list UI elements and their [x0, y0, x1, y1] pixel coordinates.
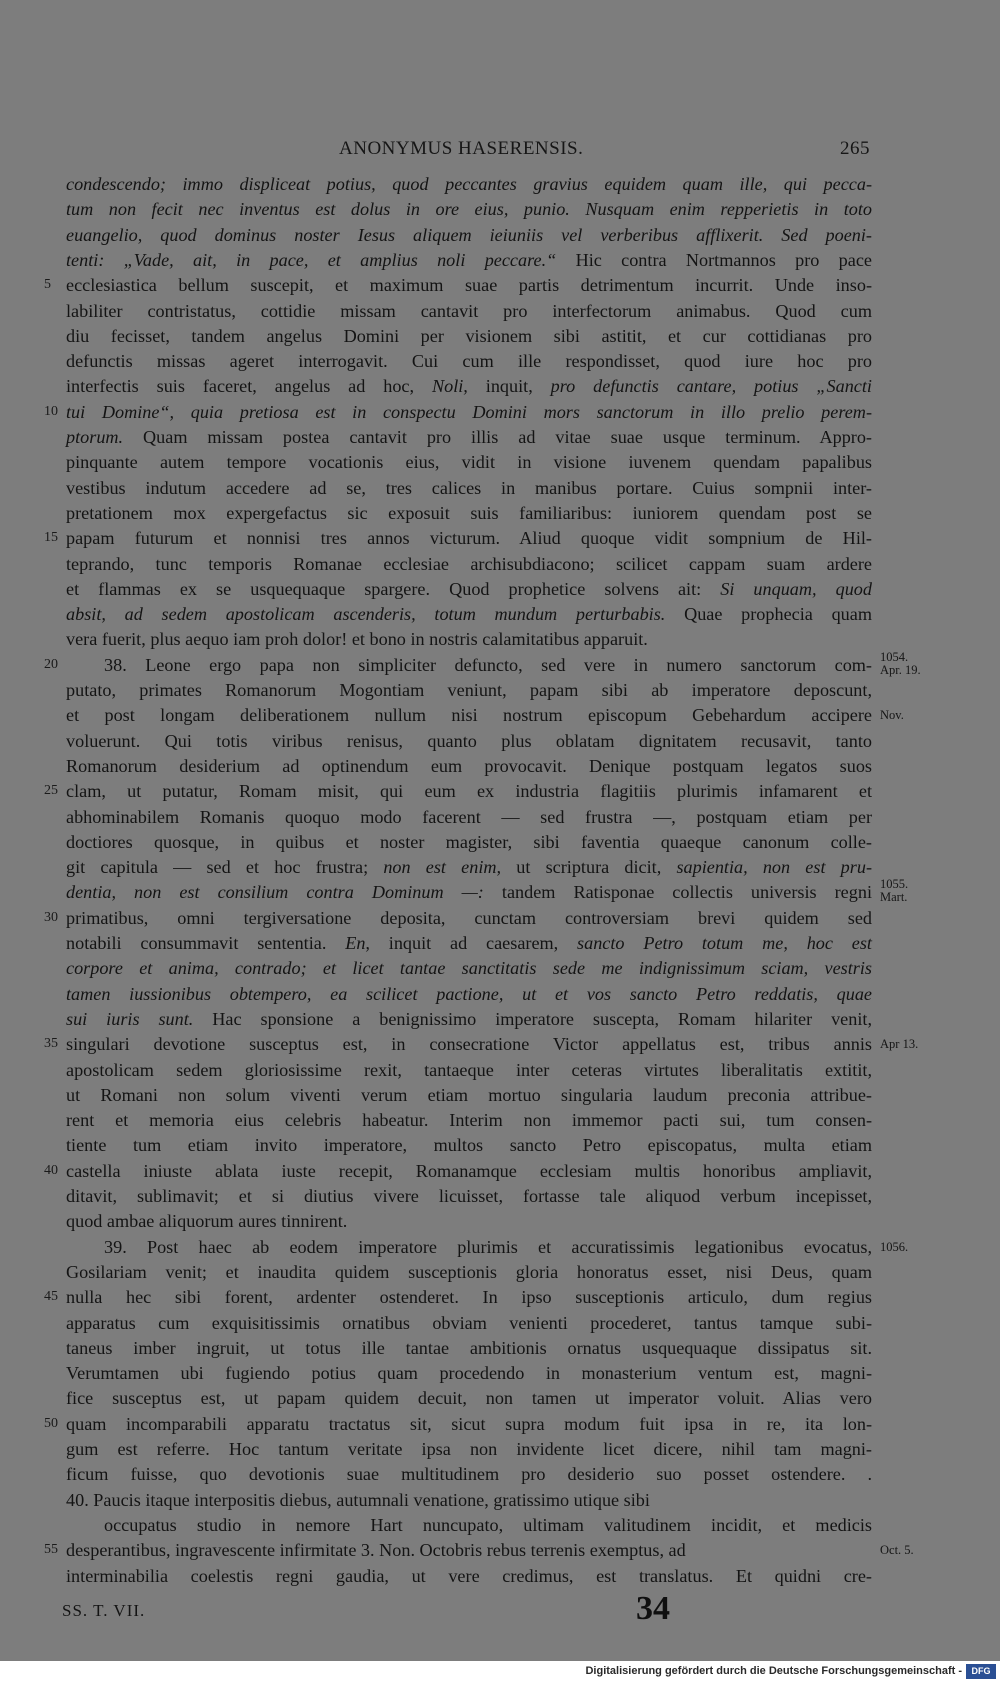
text-line: diu fecisset, tandem angelus Domini per visionem sibi astitit, et cur cottidianas pro	[66, 325, 872, 346]
text-line: primatibus, omni tergiversatione deposita, cunctam controversiam brevi quidem sed	[66, 907, 872, 928]
page-number: 265	[840, 138, 870, 159]
text-line: Verumtamen ubi fugiendo potius quam procedendo in monasterium ventum est, magni-	[66, 1363, 872, 1384]
digitization-footer	[0, 1661, 1000, 1683]
margin-date-note: Nov.	[880, 708, 904, 723]
text-line: apparatus cum exquisitissimis ornatibus obviam venienti procederet, tantus tamque subi-	[66, 1312, 872, 1333]
text-line: tiente tum etiam invito imperatore, multos sancto Petro episcopatus, multa etiam	[66, 1135, 872, 1156]
text-line: castella iniuste ablata iuste recepit, Romanamque ecclesiam multis honoribus ampliavit,	[66, 1160, 872, 1181]
text-line: papam futurum et nonnisi tres annos victurum. Aliud quoque vidit sompnium de Hil-	[66, 528, 872, 549]
text-line: nulla hec sibi forent, ardenter ostenderet. In ipso susceptionis articulo, dum regius	[66, 1287, 872, 1308]
text-line: tamen iussionibus obtempero, ea scilicet pactione, ut et vos sancto Petro reddatis, quae	[66, 983, 872, 1004]
text-line: doctiores quosque, in quibus et noster magister, sibi faventia quaeque canonum colle-	[66, 831, 872, 852]
line-number: 10	[44, 403, 58, 419]
margin-date-note: 1056.	[880, 1239, 909, 1254]
text-line: vestibus indutum accedere ad se, tres calices in manibus portare. Cuius sompnii inter-	[66, 477, 872, 498]
line-number: 45	[44, 1289, 58, 1305]
text-line: apostolicam sedem gloriosissime rexit, tantaeque inter ceteras virtutes liberalitatis extitit,	[66, 1059, 872, 1080]
text-line: abhominabilem Romanis quoquo modo facerent — sed frustra —, postquam etiam per	[66, 806, 872, 827]
text-line: corpore et anima, contrado; et licet tantae sanctitatis sede me indignissimum sciam, vestris	[66, 958, 872, 979]
text-line: teprando, tunc temporis Romanae ecclesiae archisubdiacono; scilicet cappam suam ardere	[66, 553, 872, 574]
text-line: euangelio, quod dominus noster Iesus aliquem ieiuniis vel verberibus afflixerit. Sed poeni-	[66, 224, 872, 245]
digitization-credit: Digitalisierung gefördert durch die Deutsche Forschungsgemeinschaft -	[585, 1665, 962, 1677]
text-line: quam incomparabili apparatu tractatus sit, sicut supra modum fuit ipsa in re, ita lon-	[66, 1413, 872, 1434]
text-line: ptorum. Quam missam postea cantavit pro illis ad vitae suae usque terminum. Appro-	[66, 427, 872, 447]
text-line: tui Domine“, quia pretiosa est in conspectu Domini mors sanctorum in illo prelio perem-	[66, 401, 872, 422]
sheet-number: 34	[636, 1590, 670, 1627]
text-line: Gosilariam venit; et inaudita quidem susceptionis gloria honoratus esset, nisi Deus, quam	[66, 1261, 872, 1282]
text-line: putato, primates Romanorum Mogontiam veniunt, papam sibi ab imperatore deposcunt,	[66, 680, 872, 700]
line-number: 35	[44, 1036, 58, 1052]
text-line: sui iuris sunt. Hac sponsione a benignissimo imperatore suscepta, Romam hilariter venit,	[66, 1008, 872, 1029]
text-line: 40. Paucis itaque interpositis diebus, autumnali venatione, gratissimo utique sibi	[66, 1489, 650, 1510]
text-line: voluerunt. Qui totis viribus renisus, quanto plus oblatam dignitatem recusavit, tanto	[66, 730, 872, 751]
text-line: singulari devotione susceptus est, in consecratione Victor appellatus est, tribus annis	[66, 1034, 872, 1055]
text-line: interminabilia coelestis regni gaudia, ut vere credimus, est translatus. Et quidni cre-	[66, 1565, 872, 1586]
text-line: et post longam deliberationem nullum nisi nostrum episcopum Gebehardum accipere	[66, 705, 872, 726]
text-line: 39. Post haec ab eodem imperatore plurimis et accuratissimis legationibus evocatus,	[104, 1236, 872, 1257]
line-number: 20	[44, 656, 58, 672]
dfg-logo: DFG	[966, 1664, 996, 1679]
margin-date-note: 1055. Mart.	[880, 877, 909, 905]
line-number: 25	[44, 783, 58, 799]
line-number: 40	[44, 1162, 58, 1178]
text-line: git capitula — sed et hoc frustra; non est enim, ut scriptura dicit, sapientia, non est pru-	[66, 857, 872, 878]
text-line: interfectis suis faceret, angelus ad hoc, Noli, inquit, pro defunctis cantare, potius „Sancti	[66, 376, 872, 397]
text-line: desperantibus, ingravescente infirmitate 3. Non. Octobris rebus terrenis exemptus, ad	[66, 1540, 686, 1561]
text-line: notabili consummavit sententia. En, inquit ad caesarem, sancto Petro totum me, hoc est	[66, 933, 872, 953]
text-line: tenti: „Vade, ait, in pace, et amplius noli peccare.“ Hic contra Nortmannos pro pace	[66, 249, 872, 270]
text-line: fice susceptus est, ut papam quidem decuit, non tamen ut imperator voluit. Alias vero	[66, 1388, 872, 1409]
text-line: dentia, non est consilium contra Dominum —: tandem Ratisponae collectis universis regni	[66, 882, 872, 903]
text-line: ecclesiastica bellum suscepit, et maximum suae partis detrimentum incurrit. Unde inso-	[66, 275, 872, 296]
margin-date-note: 1054. Apr. 19.	[880, 649, 921, 677]
line-number: 15	[44, 530, 58, 546]
text-line: Romanorum desiderium ad optinendum eum provocavit. Denique postquam legatos suos	[66, 755, 872, 776]
text-line: labiliter contristatus, cottidie missam cantavit pro interfectorum animabus. Quod cum	[66, 300, 872, 321]
running-head-title: ANONYMUS HASERENSIS.	[339, 138, 584, 159]
text-line: pinquante autem tempore vocationis eius, vidit in visione iuvenem quendam papalibus	[66, 452, 872, 473]
text-line: vera fuerit, plus aequo iam proh dolor! et bono in nostris calamitatibus apparuit.	[66, 629, 648, 650]
text-line: 38. Leone ergo papa non simpliciter defuncto, sed vere in numero sanctorum com-	[104, 654, 872, 675]
text-line: pretationem mox expergefactus sic exposuit suis familiaribus: iuniorem quendam post se	[66, 502, 872, 523]
text-line: gum est referre. Hoc tantum veritate ipsa non invidente licet dicere, nihil tam magni-	[66, 1439, 872, 1459]
text-line: tum non fecit nec inventus est dolus in ore eius, punio. Nusquam enim repperietis in toto	[66, 199, 872, 220]
text-line: ditavit, sublimavit; et si diutius vivere licuisset, fortasse tale aliquod verbum incepisset,	[66, 1186, 872, 1206]
text-line: defunctis missas ageret interrogavit. Cui cum ille respondisset, quod iure hoc pro	[66, 351, 872, 372]
line-number: 50	[44, 1415, 58, 1431]
signature-mark: SS. T. VII.	[62, 1601, 146, 1620]
text-line: quod ambae aliquorum aures tinnirent.	[66, 1211, 348, 1232]
line-number: 30	[44, 909, 58, 925]
text-line: ficum fuisse, quo devotionis suae multitudinem pro desiderio suo posset ostendere. .	[66, 1464, 872, 1485]
text-line: ut Romani non solum viventi verum etiam mortuo singularia laudum preconia attribue-	[66, 1084, 872, 1105]
text-line: et flammas ex se usquequaque spargere. Quod prophetice solvens ait: Si unquam, quod	[66, 578, 872, 599]
text-line: occupatus studio in nemore Hart nuncupato, ultimam valitudinem incidit, et medicis	[104, 1514, 872, 1535]
margin-date-note: Oct. 5.	[880, 1543, 914, 1558]
line-number: 55	[44, 1542, 58, 1558]
line-number: 5	[44, 277, 51, 293]
text-line: condescendo; immo displiceat potius, quod peccantes gravius equidem quam ille, qui pecca-	[66, 174, 872, 194]
margin-date-note: Apr 13.	[880, 1037, 919, 1052]
text-line: absit, ad sedem apostolicam ascenderis, totum mundum perturbabis. Quae prophecia quam	[66, 604, 872, 625]
text-line: rent et memoria eius celebris habeatur. Interim non immemor pacti sui, tum consen-	[66, 1110, 872, 1131]
text-line: taneus imber ingruit, ut totus ille tantae ambitionis ornatus usquequaque dissipatus sit.	[66, 1337, 872, 1358]
text-line: clam, ut putatur, Romam misit, qui eum ex industria flagitiis plurimis infamarent et	[66, 781, 872, 802]
